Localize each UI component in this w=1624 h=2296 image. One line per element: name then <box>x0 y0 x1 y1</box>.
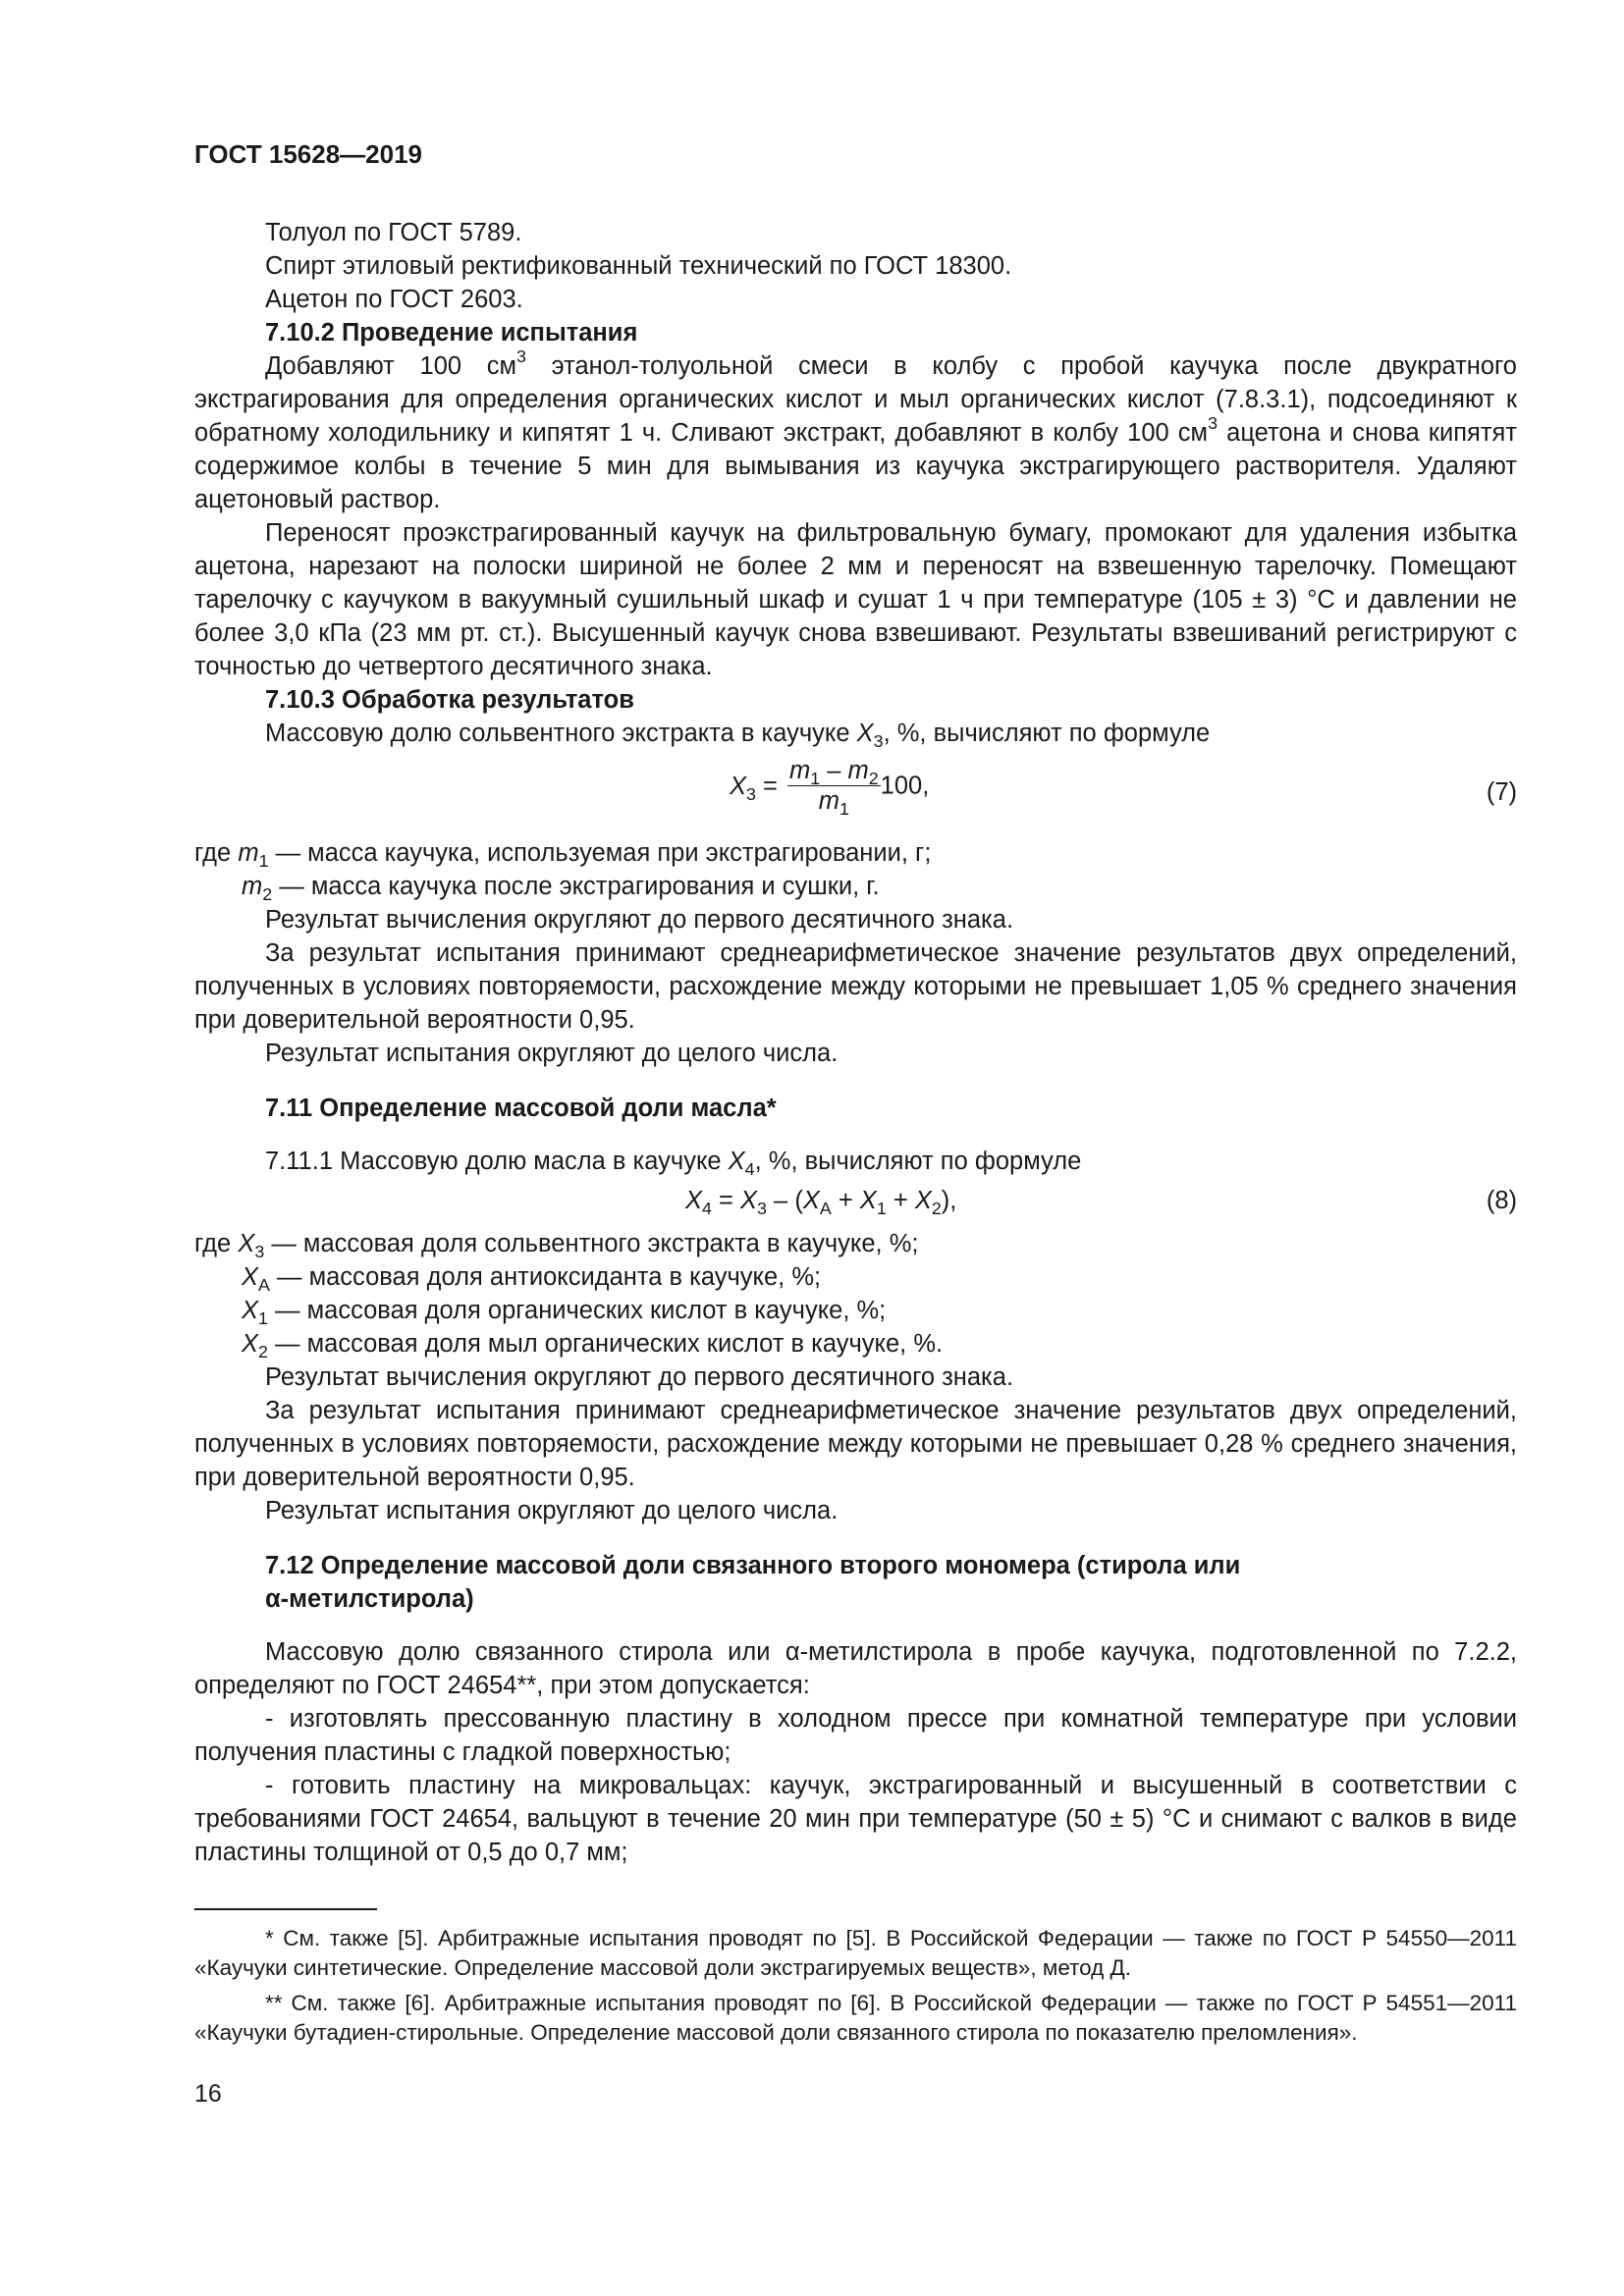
paragraph-7-10-2-1: Добавляют 100 $см^3$ этанол-толуольной смеси в колбу с пробой каучука после двукратного экстрагирования для определения органических кислот и мыл органических кислот (7.8.3.1), подсоединяют к обратному холодильнику и кипятят 1 ч. Сливают экстракт, добавляют в колбу 100 $см^3$ ацетона и снова кипятят содержимое колбы в течение 5 мин для вымывания из каучука экстрагирующего растворителя. Удаляют ацетоновый раствор. <box>194 347 1517 513</box>
heading-7-12-line-2: α-метилстирола) <box>265 1585 474 1613</box>
formula-8-body: $X_4 = X_3 - (X_А + X_1 + X_2)$, <box>685 1187 957 1218</box>
result-integer-7: Результат испытания округляют до целого числа. <box>265 1040 839 1067</box>
where-7 <box>194 836 1517 903</box>
heading-7-10-2: 7.10.2 Проведение испытания <box>265 319 638 347</box>
where-8-row: $X_1$ — массовая доля органических кислот в каучуке, %; <box>242 1297 887 1328</box>
footnote-2: ** См. также [6]. Арбитражные испытания проводят по [6]. В Российской Федерации — также по ГОСТ Р 54551—2011 «Каучуки бутадиен-стирольные. Определение массовой доли связанного стирола по показателю преломления». <box>194 1991 1517 2045</box>
result-rounding-8: Результат вычисления округляют до первого десятичного знака. <box>265 1363 1014 1391</box>
where-8-row: где $X_3$ — массовая доля сольвентного экстракта в каучуке, %; <box>194 1230 919 1261</box>
material-toluene: Толуол по ГОСТ 5789. <box>265 219 522 246</box>
where-8 <box>194 1227 1517 1361</box>
where-8-row: $X_А$ — массовая доля антиоксиданта в каучуке, %; <box>242 1263 822 1295</box>
formula-7-fraction: $\frac{m_1 - m_2}{m_1}$ <box>788 757 879 819</box>
formula-7-number: (7) <box>1486 778 1517 806</box>
result-rounding-7: Результат вычисления округляют до первого десятичного знака. <box>265 906 1014 934</box>
result-conditions-7: За результат испытания принимают среднеарифметическое значение результатов двух определений, полученных в условиях повторяемости, расхождение между которыми не превышает 1,05 % среднего значения при доверительной вероятности 0,95. <box>194 939 1517 1034</box>
paragraph-7-12-1: Массовую долю связанного стирола или α-метилстирола в пробе каучука, подготовленной по 7.2.2, определяют по ГОСТ 24654**, при этом допускается: <box>194 1638 1517 1699</box>
paragraph-7-10-2-2: Переносят проэкстрагированный каучук на фильтровальную бумагу, промокают для удаления избытка ацетона, нарезают на полоски шириной не более 2 мм и переносят на взвешенную тарелочку. Помещают тарелочку с каучуком в вакуумный сушильный шкаф и сушат 1 ч при температуре (105 ± 3) °С и давлении не более 3,0 кПа (23 мм рт. ст.). Высушенный каучук снова взвешивают. Результаты взвешиваний регистрируют с точностью до четвертого десятичного знака. <box>194 519 1517 680</box>
formula-7-body: $X_3$ = $\frac{m_1 - m_2}{m_1}$ 100, <box>730 757 930 819</box>
result-integer-8: Результат испытания округляют до целого числа. <box>265 1497 839 1524</box>
material-acetone: Ацетон по ГОСТ 2603. <box>265 286 523 313</box>
formula-8 <box>194 1180 1517 1223</box>
where-7-row-1: где $m_1$ — масса каучука, используемая при экстрагировании, г; <box>194 839 932 871</box>
result-conditions-8: За результат испытания принимают среднеарифметическое значение результатов двух определений, полученных в условиях повторяемости, расхождение между которыми не превышает 0,28 % среднего значения, при доверительной вероятности 0,95. <box>194 1397 1517 1491</box>
page-number: 16 <box>194 2080 222 2108</box>
footnote-divider <box>194 1908 377 1910</box>
formula-7 <box>194 756 1517 832</box>
paragraph-7-12-2: - изготовлять прессованную пластину в холодном прессе при комнатной температуре при условии получения пластины с гладкой поверхностью; <box>194 1705 1517 1766</box>
heading-7-12-line-1: 7.12 Определение массовой доли связанного второго мономера (стирола или <box>265 1552 1241 1579</box>
where-7-row-2: $m_2$ — масса каучука после экстрагирования и сушки, г. <box>242 873 880 904</box>
heading-7-11: 7.11 Определение массовой доли масла* <box>265 1095 777 1122</box>
material-ethanol: Спирт этиловый ректификованный технический по ГОСТ 18300. <box>265 252 1012 280</box>
formula-8-number: (8) <box>1486 1187 1517 1214</box>
document-page <box>194 137 1517 1869</box>
paragraph-7-10-3-intro: Массовую долю сольвентного экстракта в каучуке $X_3$, %, вычисляют по формуле <box>265 720 1211 751</box>
paragraph-7-11-1: 7.11.1 Массовую долю масла в каучуке $X_4$, %, вычисляют по формуле <box>265 1148 1082 1179</box>
document-header: ГОСТ 15628—2019 <box>194 139 422 169</box>
footnote-1: * См. также [5]. Арбитражные испытания проводят по [5]. В Российской Федерации — также по ГОСТ Р 54550—2011 «Каучуки синтетические. Определение массовой доли экстрагируемых веществ», метод Д. <box>194 1926 1517 1980</box>
paragraph-7-12-3: - готовить пластину на микровальцах: каучук, экстрагированный и высушенный в соответствии с требованиями ГОСТ 24654, вальцуют в течение 20 мин при температуре (50 ± 5) °С и снимают с валков в виде пластины толщиной от 0,5 до 0,7 мм; <box>194 1772 1517 1866</box>
heading-7-10-3: 7.10.3 Обработка результатов <box>265 686 634 714</box>
footnotes <box>194 1924 1517 2048</box>
where-8-row: $X_2$ — массовая доля мыл органических кислот в каучуке, %. <box>242 1330 944 1362</box>
